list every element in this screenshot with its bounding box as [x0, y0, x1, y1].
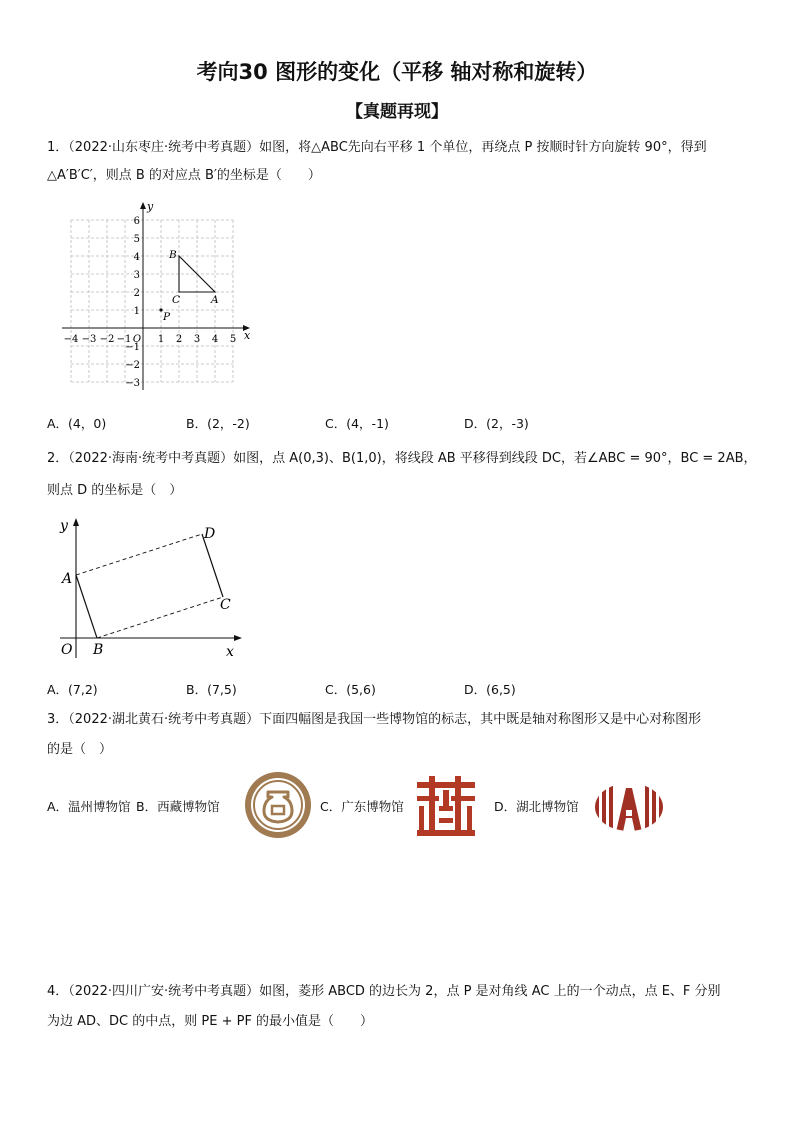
- q1-option-a[interactable]: A．(4，0): [47, 416, 107, 431]
- q1-label-p: P: [163, 311, 171, 323]
- q1-label-c: C: [172, 294, 181, 306]
- q1-ytick: 1: [133, 306, 140, 317]
- q2-dashed-bc: [97, 597, 223, 638]
- q1-xtick: −3: [81, 334, 97, 345]
- q2-y-label: y: [60, 518, 68, 534]
- q4-text-line1: 4．（2022·四川广安·统考中考真题）如图，菱形 ABCD 的边长为 2，点 P 是对角线 AC 上的一个动点，点 E、F 分别: [47, 984, 721, 999]
- q4-text-line2: 为边 AD、DC 的中点，则 PE + PF 的最小值是（ ）: [47, 1014, 374, 1029]
- q2-option-c[interactable]: C．(5,6): [325, 682, 376, 697]
- q3-text-line2: 的是（ ）: [47, 742, 113, 757]
- q1-x-label: x: [244, 329, 251, 342]
- q2-segment-ab: [76, 575, 97, 638]
- q1-text-line2: △A′B′C′，则点 B 的对应点 B′的坐标是（ ）: [47, 168, 321, 183]
- q2-label-a: A: [62, 571, 73, 587]
- q1-xtick: 3: [193, 334, 201, 345]
- q1-xtick: 1: [157, 334, 165, 345]
- q1-grid: [71, 220, 233, 382]
- q2-text-line2: 则点 D 的坐标是（ ）: [47, 483, 183, 498]
- section-heading: 【真题再现】: [346, 102, 448, 122]
- q1-ytick: −1: [125, 342, 140, 353]
- q1-label-b: B: [169, 249, 177, 261]
- q2-label-d: D: [204, 526, 216, 542]
- q2-x-arrow: [234, 635, 242, 641]
- q1-ytick: 4: [133, 252, 140, 263]
- q1-ytick: 3: [133, 270, 140, 281]
- q2-label-c: C: [220, 597, 231, 613]
- q1-ytick: 5: [133, 234, 140, 245]
- q1-point-p: [159, 308, 162, 311]
- q2-origin-label: O: [61, 642, 73, 658]
- q1-text-line1: 1．（2022·山东枣庄·统考中考真题）如图，将△ABC先向右平移 1 个单位，再绕点 P 按顺时针方向旋转 90°，得到: [47, 140, 707, 155]
- q1-xtick: −1: [116, 334, 132, 345]
- q3-option-b[interactable]: B．西藏博物馆: [136, 799, 220, 814]
- q3-option-c[interactable]: C．广东博物馆: [320, 799, 404, 814]
- q1-option-b[interactable]: B．(2，-2): [186, 416, 250, 431]
- q1-xtick: 2: [175, 334, 183, 345]
- q1-option-d[interactable]: D．(2，-3): [464, 416, 529, 431]
- q2-x-label: x: [226, 644, 234, 660]
- hubei-museum-logo: [594, 782, 664, 832]
- q1-xtick: 5: [229, 334, 237, 345]
- q1-y-label: y: [147, 200, 154, 213]
- q1-ytick: 6: [133, 216, 140, 227]
- q2-option-b[interactable]: B．(7,5): [186, 682, 237, 697]
- q2-segment-dc: [202, 534, 223, 597]
- q1-xtick: −2: [99, 334, 115, 345]
- q1-y-arrow: [140, 202, 146, 209]
- q2-dashed-ad: [76, 534, 202, 575]
- q1-figure: [58, 198, 258, 394]
- q1-ytick: −2: [125, 360, 140, 371]
- q2-figure: [55, 512, 250, 662]
- q3-option-d[interactable]: D．湖北博物馆: [494, 799, 579, 814]
- q1-option-c[interactable]: C．(4，-1): [325, 416, 389, 431]
- q1-xtick: −4: [63, 334, 79, 345]
- q2-label-b: B: [93, 642, 104, 658]
- q1-origin-label: O: [132, 334, 142, 345]
- q3-option-a[interactable]: A．温州博物馆: [47, 799, 131, 814]
- xizang-museum-logo: [243, 770, 313, 840]
- q3-text-line1: 3．（2022·湖北黄石·统考中考真题）下面四幅图是我国一些博物馆的标志，其中既是轴对称图形又是中心对称图形: [47, 712, 702, 727]
- q2-y-arrow: [73, 518, 79, 526]
- q2-option-d[interactable]: D．(6,5): [464, 682, 516, 697]
- q2-text-line1: 2．（2022·海南·统考中考真题）如图，点 A(0,3)、B(1,0)，将线段 AB 平移得到线段 DC，若∠ABC = 90°，BC = 2AB，: [47, 451, 757, 466]
- page-title: 考向30 图形的变化（平移 轴对称和旋转）: [196, 60, 598, 84]
- q1-label-a: A: [211, 294, 219, 306]
- q1-xtick: 4: [211, 334, 219, 345]
- q1-ytick: −3: [125, 378, 140, 389]
- q1-ytick: 2: [133, 288, 140, 299]
- q2-option-a[interactable]: A．(7,2): [47, 682, 98, 697]
- guangdong-museum-logo: [415, 776, 477, 836]
